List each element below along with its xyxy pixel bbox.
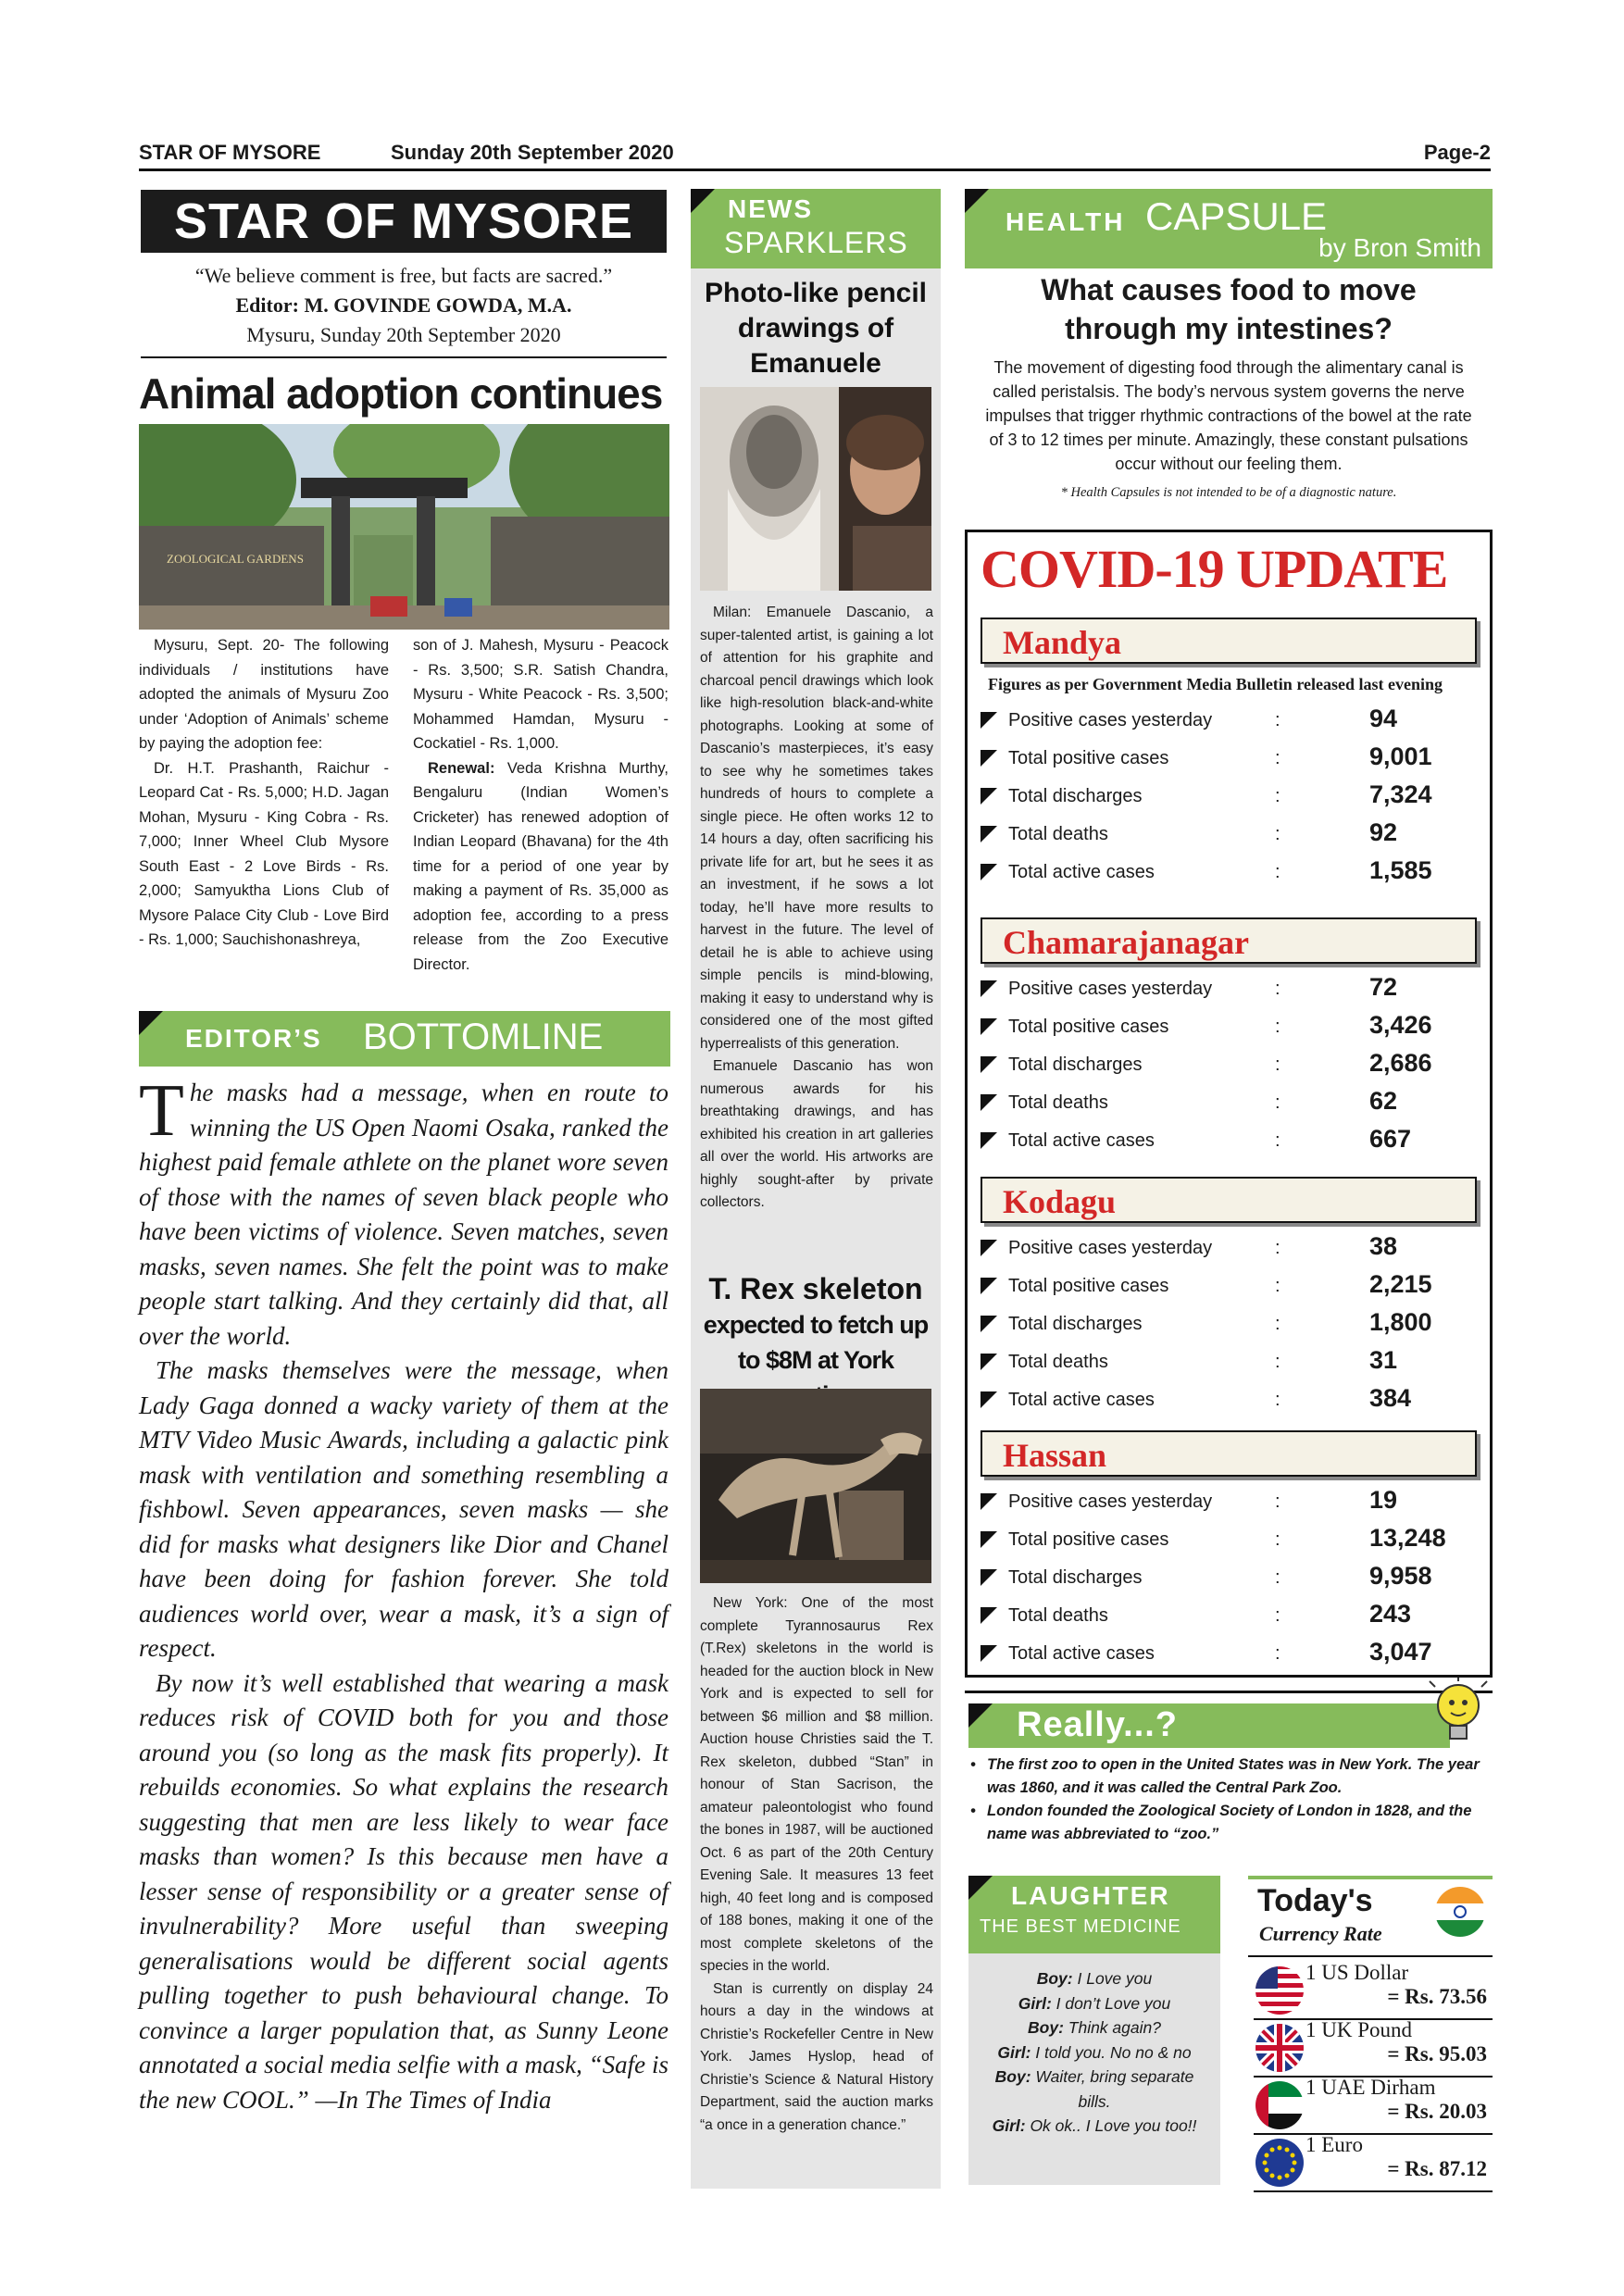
currency-value: = Rs. 20.03: [1387, 2100, 1487, 2123]
row-value: 667: [1369, 1125, 1412, 1153]
masthead: STAR OF MYSORE: [141, 190, 667, 253]
masthead-info: [141, 261, 667, 350]
sparkler-1-headline: Photo-like pencil drawings of Emanuele: [704, 278, 928, 379]
row-colon: :: [1275, 1314, 1280, 1334]
line-text: Waiter, bring separate bills.: [1031, 2067, 1194, 2111]
really-tab: [968, 1703, 1450, 1748]
covid-row: [981, 1047, 1477, 1084]
corner-marker: [968, 1703, 993, 1728]
health-disclaimer: * Health Capsules is not intended to be of a diagnostic nature.: [1060, 485, 1397, 500]
uae-flag-icon: [1254, 2079, 1305, 2137]
currency-top-rule: [1248, 1876, 1493, 1879]
row-label: Positive cases yesterday: [1008, 1491, 1213, 1512]
covid-row: [981, 1009, 1477, 1046]
speaker: Girl:: [997, 2042, 1031, 2062]
bullet-icon: [981, 788, 997, 805]
row-colon: :: [1275, 979, 1280, 999]
row-value: 92: [1369, 818, 1398, 846]
bottomline-tag: EDITOR’S: [185, 1024, 322, 1053]
row-colon: :: [1275, 1567, 1280, 1588]
line-text: Think again?: [1063, 2018, 1161, 2037]
dropcap: T: [139, 1070, 184, 1152]
bullet-icon: [981, 1132, 997, 1149]
bottomline-title: BOTTOMLINE: [363, 1017, 604, 1057]
row-value: 1,585: [1369, 856, 1432, 884]
speaker: Girl:: [1018, 1993, 1052, 2013]
joke-line: [978, 2015, 1211, 2040]
row-value: 384: [1369, 1384, 1412, 1412]
row-colon: :: [1275, 1352, 1280, 1372]
sparkler-paragraph: Stan is currently on display 24 hours a day in the windows at Christie’s Rockefeller Centre in New York. James Hyslop, head of Christie’s Science & Natural History Department, said the auction marks “a once in a generation chance.”: [700, 1980, 933, 2133]
story-paragraph: son of J. Mahesh, Mysuru - Peacock - Rs. 3,500; S.R. Satish Chandra, Mysuru - White Peacock - Rs. 3,500; Mohammed Hamdan, Mysuru - Cockatiel - Rs. 1,000.: [413, 637, 668, 752]
row-label: Positive cases yesterday: [1008, 710, 1213, 730]
covid-row: [981, 855, 1477, 892]
us-flag-icon: [1254, 1965, 1305, 2022]
laughter-subtitle: THE BEST MEDICINE: [980, 1916, 1181, 1937]
currency-row: [1254, 1961, 1493, 2020]
covid-row: [981, 1522, 1477, 1559]
laughter-joke: [978, 1966, 1211, 2139]
covid-row: [981, 1123, 1477, 1160]
covid-row: [981, 741, 1477, 778]
running-header: [139, 139, 1491, 171]
bullet-icon: [981, 1018, 997, 1035]
bullet-icon: [981, 1094, 997, 1111]
row-label: Total discharges: [1008, 1567, 1143, 1588]
row-label: Positive cases yesterday: [1008, 1238, 1213, 1258]
row-label: Total active cases: [1008, 1130, 1155, 1151]
covid-row: [981, 1268, 1477, 1305]
row-colon: :: [1275, 1238, 1280, 1258]
row-colon: :: [1275, 748, 1280, 768]
row-colon: :: [1275, 1390, 1280, 1410]
bullet-icon: [981, 864, 997, 880]
row-label: Total deaths: [1008, 824, 1108, 844]
row-value: 3,426: [1369, 1011, 1432, 1039]
row-label: Total deaths: [1008, 1352, 1108, 1372]
story-paragraph: Mysuru, Sept. 20- The following individuals / institutions have adopted the animals of Mysuru Zoo under ‘Adoption of Animals’ scheme by paying the adoption fee:: [139, 637, 389, 752]
running-header-paper: STAR OF MYSORE: [139, 141, 321, 164]
bullet-icon: [981, 1316, 997, 1332]
dascanio-drawing-photo: [700, 387, 931, 591]
currency-name: 1 US Dollar: [1305, 1961, 1409, 1984]
currency-name: 1 UAE Dirham: [1305, 2076, 1436, 2099]
row-label: Total positive cases: [1008, 1529, 1169, 1550]
row-value: 94: [1369, 705, 1398, 732]
currency-title: Today's: [1257, 1883, 1373, 1918]
divider: [141, 356, 667, 358]
row-label: Positive cases yesterday: [1008, 979, 1213, 999]
health-answer: The movement of digesting food through the alimentary canal is called peristalsis. The body’s nervous system governs the nerve impulses that trigger rhythmic contractions of the bowel at the rate of 3 to 12 times per minute. Amazingly, these constant pulsations occur without our feeling them.: [985, 358, 1472, 473]
speaker: Boy:: [1028, 2018, 1064, 2037]
row-colon: :: [1275, 1092, 1280, 1113]
row-value: 1,800: [1369, 1308, 1432, 1336]
covid-row: [981, 1306, 1477, 1343]
running-header-date: Sunday 20th September 2020: [391, 141, 674, 164]
story-headline: Animal adoption continues: [139, 369, 663, 418]
bullet-icon: [981, 1607, 997, 1624]
row-label: Total discharges: [1008, 786, 1143, 806]
bottomline-tab: [139, 1011, 670, 1067]
editorial-credit: —In The Times of India: [308, 2085, 552, 2114]
divider: [1248, 1955, 1493, 1957]
district-name: Kodagu: [1003, 1183, 1117, 1220]
bullet-icon: [981, 1240, 997, 1256]
health-question: What causes food to move through my intestines?: [1041, 273, 1417, 345]
story-column-2: [413, 633, 668, 977]
really-facts: [968, 1753, 1493, 1846]
bullet-icon: [981, 1056, 997, 1073]
story-paragraph: Dr. H.T. Prashanth, Raichur - Leopard Cat - Rs. 5,000; H.D. Jagan Mohan, Mysuru - King Cobra - Rs. 7,000; Inner Wheel Club Mysore South East - 2 Love Birds - Rs. 2,000; Samyuktha Lions Club of Mysore Palace City Club - Love Bird - Rs. 1,000; Sauchishonashreya,: [139, 759, 389, 948]
covid-row: [981, 1484, 1477, 1521]
headline-line: expected to fetch up: [703, 1311, 929, 1339]
bullet-icon: [981, 1645, 997, 1662]
row-colon: :: [1275, 1130, 1280, 1151]
bullet-icon: [981, 1354, 997, 1370]
row-label: Total active cases: [1008, 1643, 1155, 1664]
currency-value: = Rs. 95.03: [1387, 2042, 1487, 2065]
renewal-label: Renewal:: [428, 759, 495, 777]
row-colon: :: [1275, 1017, 1280, 1037]
covid-row: [981, 1344, 1477, 1381]
eu-flag-icon: [1254, 2137, 1305, 2194]
headline-line: T. Rex skeleton: [708, 1272, 923, 1305]
bullet-icon: [981, 750, 997, 767]
bullet-icon: [981, 1391, 997, 1408]
sparkler-1-body: [700, 602, 933, 1215]
bottomline-editorial: [139, 1070, 668, 2117]
district-hassan: [981, 1430, 1477, 1477]
svg-text:ZOOLOGICAL GARDENS: ZOOLOGICAL GARDENS: [167, 552, 304, 566]
row-colon: :: [1275, 786, 1280, 806]
joke-line: [978, 1991, 1211, 2016]
row-colon: :: [1275, 1529, 1280, 1550]
line-text: I told you. No no & no: [1031, 2042, 1192, 2062]
covid-row: [981, 817, 1477, 854]
editorial-paragraph: By now it’s well established that wearing a mask reduces risk of COVID both for you and those around you (so long as the mask fits properly). It rebuilds economies. So what explains the research suggesting that men are less likely to wear face masks than women? Is this because men have a lesser sense of responsibility or a greater sense of invulnerability? More useful than sweeping generalisations would be different social agents pulling together to push behavioural change. To convince a larger population that, as Sunny Leone annotated a social media selfie with a mask, “Safe is the new COOL.”: [139, 1668, 668, 2114]
row-value: 72: [1369, 973, 1398, 1001]
line-text: I Love you: [1072, 1969, 1153, 1988]
bullet-icon: [981, 826, 997, 842]
row-label: Total deaths: [1008, 1092, 1108, 1113]
covid-title: COVID-19 UPDATE: [981, 539, 1448, 599]
joke-line: [978, 1966, 1211, 1991]
district-name: Mandya: [1003, 624, 1122, 661]
running-header-page: Page-2: [1423, 141, 1491, 164]
really-title: Really...?: [1017, 1705, 1179, 1744]
row-colon: :: [1275, 862, 1280, 882]
bullet-icon: [981, 712, 997, 729]
covid-row: [981, 779, 1477, 816]
covid-row: [981, 1636, 1477, 1673]
covid-row: [981, 1382, 1477, 1419]
row-colon: :: [1275, 1054, 1280, 1075]
row-value: 19: [1369, 1486, 1398, 1514]
row-label: Total discharges: [1008, 1314, 1143, 1334]
row-colon: :: [1275, 1643, 1280, 1664]
fact-item: • London founded the Zoological Society of London in 1828, and the name was abbreviated to “zoo.”: [970, 1803, 1472, 1842]
district-name: Chamarajanagar: [1003, 924, 1249, 961]
corner-marker: [965, 189, 989, 213]
row-colon: :: [1275, 1605, 1280, 1626]
renewal-text: Veda Krishna Murthy, Bengaluru (Indian Women’s Cricketer) has renewed adoption of Indian Leopard (Bhavana) for the 4th time for a period of one year by making a payment of Rs. 35,000 as adoption fee, according to a press release from the Zoo Executive Director.: [413, 759, 668, 973]
trex-skeleton-photo: [700, 1389, 931, 1583]
zoo-gate-photo: [139, 424, 669, 630]
joke-line: [978, 2065, 1211, 2114]
covid-row: [981, 971, 1477, 1008]
sparkler-paragraph: Emanuele Dascanio has won numerous awards for his breathtaking drawings, and has exhibited his creation in art galleries all over the world. His artworks are highly sought-after by private collectors.: [700, 1058, 933, 1210]
sparklers-title: SPARKLERS: [724, 226, 908, 259]
covid-update-box: [965, 530, 1493, 1678]
sparklers-tag: NEWS: [728, 194, 813, 223]
currency-name: 1 Euro: [1305, 2133, 1363, 2156]
health-capsule-tab: [965, 189, 1493, 268]
corner-marker: [139, 1011, 163, 1035]
covid-row: [981, 1598, 1477, 1635]
currency-value: = Rs. 73.56: [1387, 1985, 1487, 2008]
sparkler-2-body: [700, 1592, 933, 2137]
health-byline: by Bron Smith: [1318, 233, 1481, 262]
line-text: Ok ok.. I Love you too!!: [1025, 2116, 1197, 2135]
joke-line: [978, 2114, 1211, 2139]
district-mandya: [981, 618, 1477, 664]
india-flag-icon: [1433, 1885, 1487, 1939]
editor-line: Editor: M. GOVINDE GOWDA, M.A.: [235, 293, 572, 317]
renewal-paragraph: [413, 756, 668, 978]
row-value: 2,215: [1369, 1270, 1432, 1298]
speaker: Boy:: [994, 2067, 1031, 2086]
fact-text: The first zoo to open in the United States was in New York. The year was 1860, and it was called the Central Park Zoo.: [987, 1756, 1480, 1796]
covid-source: Figures as per Government Media Bulletin released last evening: [988, 675, 1443, 693]
district-chamarajanagar: [981, 917, 1477, 964]
row-value: 3,047: [1369, 1638, 1432, 1666]
lightbulb-icon: [1426, 1678, 1491, 1748]
row-value: 9,958: [1369, 1562, 1432, 1590]
health-tag: HEALTH: [1006, 207, 1126, 236]
district-name: Hassan: [1003, 1437, 1107, 1474]
divider: [965, 1691, 1493, 1693]
row-colon: :: [1275, 1491, 1280, 1512]
row-label: Total active cases: [1008, 1390, 1155, 1410]
fact-item: • The first zoo to open in the United States was in New York. The year was 1860, and it was called the Central Park Zoo.: [970, 1756, 1480, 1796]
covid-row: [981, 703, 1477, 740]
row-label: Total deaths: [1008, 1605, 1108, 1626]
speaker: Boy:: [1036, 1969, 1073, 1988]
editorial-paragraph: he masks had a message, when en route to winning the US Open Naomi Osaka, ranked the highest paid female athlete on the planet wore seven of those with the names of seven black people who have been victims of violence. Seven matches, seven masks, seven names. She felt the point was to make people start talking. And they certainly did that, all over the world.: [139, 1079, 668, 1350]
sparklers-tab: [691, 189, 941, 268]
speaker: Girl:: [992, 2116, 1026, 2135]
row-colon: :: [1275, 710, 1280, 730]
corner-marker: [691, 189, 715, 213]
dateline: Mysuru, Sunday 20th September 2020: [246, 323, 561, 346]
sparkler-paragraph: New York: One of the most complete Tyrannosaurus Rex (T.Rex) skeletons in the world is headed for the auction block in New York and is expected to sell for between $6 million and $8 million. Auction house Christies said the T. Rex skeleton, dubbed “Stan” in honour of Stan Sacrison, the amateur paleontologist who found the bones in 1987, will be auctioned Oct. 6 as part of the 20th Century Evening Sale. It measures 13 feet high, 40 feet long and is composed of 188 bones, making it one of the most complete skeletons of the species in the world.: [700, 1595, 933, 1974]
row-label: Total discharges: [1008, 1054, 1143, 1075]
joke-line: [978, 2040, 1211, 2065]
row-value: 243: [1369, 1600, 1412, 1628]
covid-row: [981, 1085, 1477, 1122]
row-value: 31: [1369, 1346, 1398, 1374]
sparkler-paragraph: Milan: Emanuele Dascanio, a super-talented artist, is gaining a lot of attention for his graphite and charcoal pencil drawings which look like high-resolution black-and-white photographs. Looking at some of Dascanio’s masterpieces, it’s easy to see why he sometimes takes hundreds of hours to complete a single piece. He often works 12 to 14 hours a day, often sacrificing his private life for art, but he sees it as an investment, if he sows a lot today, he’ll have more results to harvest in the future. The level of detail he is able to achieve using simple pencils is mind-blowing, making it easy to understand why is considered one of the most gifted hyperrealists of this generation.: [700, 605, 933, 1052]
currency-value: = Rs. 87.12: [1387, 2157, 1487, 2180]
row-label: Total positive cases: [1008, 1276, 1169, 1296]
uk-flag-icon: [1254, 2022, 1305, 2079]
laughter-tab: [968, 1876, 1220, 1953]
bullet-icon: [981, 1569, 997, 1586]
headline-line: to $8M at York: [737, 1346, 894, 1374]
story-column-1: [139, 633, 389, 953]
bullet-icon: [981, 1493, 997, 1510]
covid-row: [981, 1560, 1477, 1597]
bullet-icon: [981, 1531, 997, 1548]
health-title: CAPSULE: [1145, 194, 1328, 238]
row-value: 9,001: [1369, 742, 1432, 770]
bullet-icon: [981, 980, 997, 997]
district-kodagu: [981, 1177, 1477, 1223]
fact-text: London founded the Zoological Society of London in 1828, and the name was abbreviated to “zoo.”: [987, 1803, 1472, 1842]
currency-row: [1254, 2018, 1493, 2078]
laughter-title: LAUGHTER: [1011, 1881, 1170, 1910]
currency-row: [1254, 2076, 1493, 2135]
row-colon: :: [1275, 824, 1280, 844]
motto: “We believe comment is free, but facts are sacred.”: [194, 264, 613, 287]
editorial-paragraph: The masks themselves were the message, when Lady Gaga donned a wacky variety of them at the MTV Video Music Awards, including a galactic pink mask with ventilation and something resembling a fishbowl. Seven appearances, seven masks — she did for masks what designers like Dior and Chanel have been doing for fashion forever. She told audiences world over, wear a mask, it’s a sign of respect.: [139, 1356, 668, 1662]
currency-name: 1 UK Pound: [1305, 2018, 1413, 2041]
row-label: Total positive cases: [1008, 748, 1169, 768]
row-value: 38: [1369, 1232, 1398, 1260]
bullet-icon: [981, 1278, 997, 1294]
covid-row: [981, 1230, 1477, 1267]
currency-subtitle: Currency Rate: [1259, 1922, 1382, 1945]
row-value: 62: [1369, 1087, 1398, 1115]
row-value: 7,324: [1369, 780, 1432, 808]
row-label: Total positive cases: [1008, 1017, 1169, 1037]
row-value: 2,686: [1369, 1049, 1432, 1077]
line-text: I don’t Love you: [1051, 1993, 1171, 2013]
row-value: 13,248: [1369, 1524, 1446, 1552]
row-colon: :: [1275, 1276, 1280, 1296]
corner-marker: [968, 1876, 993, 1900]
currency-row: [1254, 2133, 1493, 2192]
row-label: Total active cases: [1008, 862, 1155, 882]
